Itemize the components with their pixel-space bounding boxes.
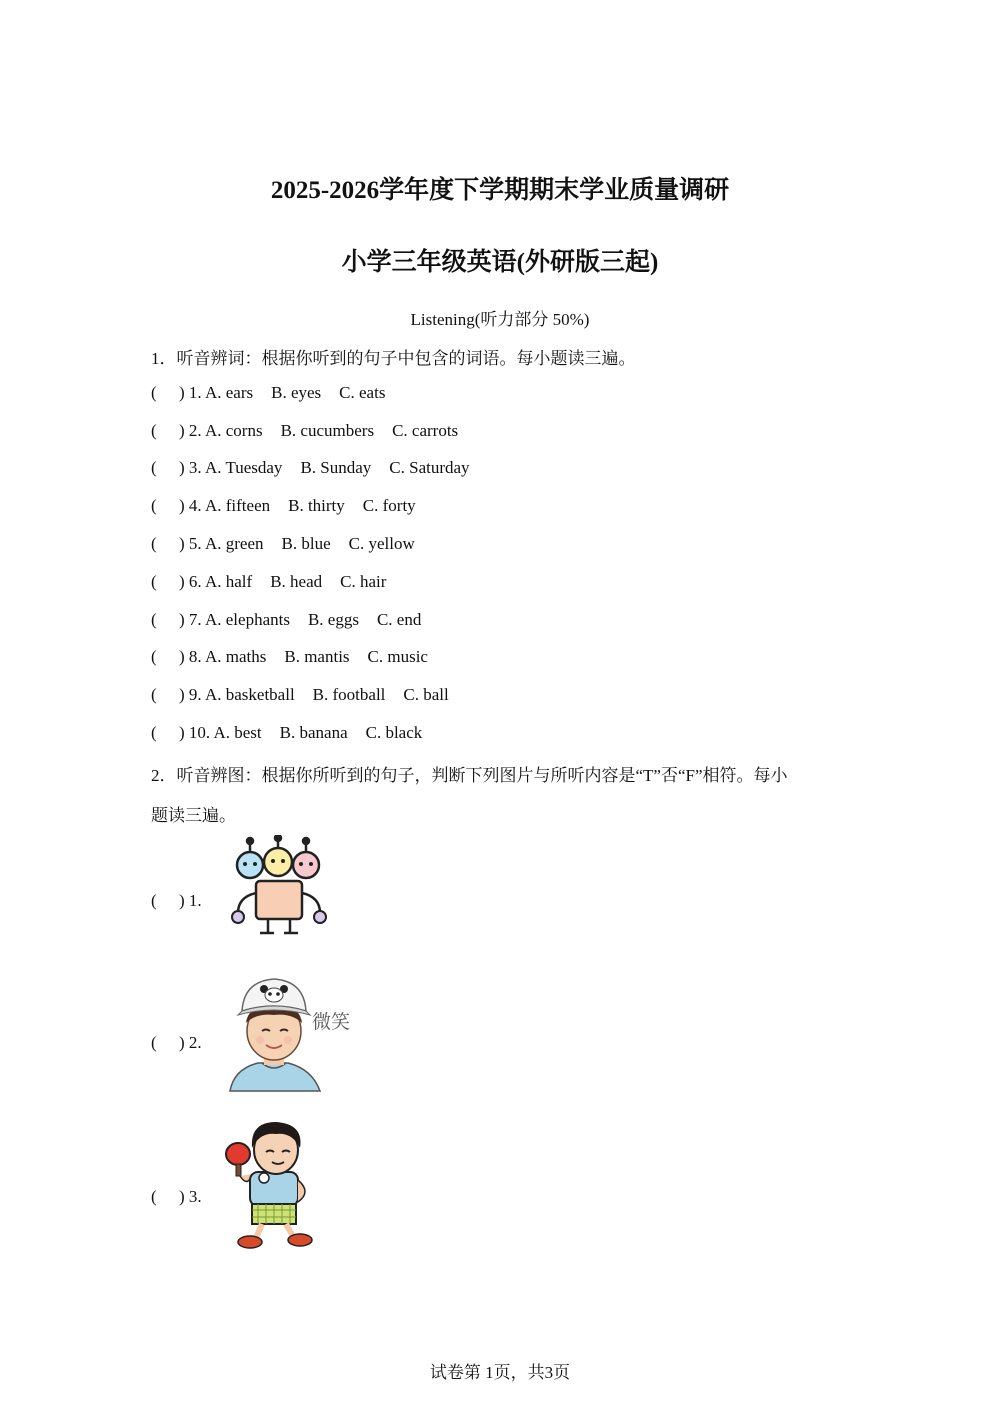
table-tennis-boy-illustration <box>222 1118 322 1250</box>
option-b: B. banana <box>279 723 348 742</box>
option-a: ) 4. A. fifteen <box>179 496 271 515</box>
question-row <box>151 496 416 516</box>
option-a: ) 6. A. half <box>179 572 253 591</box>
option-b: B. eggs <box>307 610 359 629</box>
section-heading: Listening(听力部分 50%) <box>410 310 590 329</box>
option-c: C. ball <box>403 685 449 704</box>
answer-bracket[interactable]: ( <box>151 572 157 591</box>
question-row <box>151 534 415 554</box>
option-a: ) 7. A. elephants <box>179 610 290 629</box>
robot-illustration <box>228 835 332 939</box>
question-row <box>151 685 449 705</box>
option-a: ) 2. A. corns <box>179 421 263 440</box>
question-row <box>151 421 458 441</box>
option-b: B. blue <box>281 534 331 553</box>
part1-instruction: 1．听音辨词：根据你听到的句子中包含的词语。每小题读三遍。 <box>151 349 636 368</box>
option-b: B. football <box>312 685 386 704</box>
answer-bracket[interactable]: ( <box>151 1033 157 1052</box>
option-b: B. head <box>270 572 323 591</box>
answer-bracket[interactable]: ( <box>151 421 157 440</box>
option-a: ) 10. A. best <box>179 723 262 742</box>
part2-instruction-line2: 题读三遍。 <box>151 806 236 825</box>
answer-bracket[interactable]: ( <box>151 1187 157 1206</box>
option-c: C. forty <box>362 496 416 515</box>
option-c: C. Saturday <box>389 458 470 477</box>
answer-bracket[interactable]: ( <box>151 723 157 742</box>
page-subtitle: 小学三年级英语(外研版三起) <box>341 249 659 276</box>
option-c: C. music <box>367 647 428 666</box>
picture-question-1 <box>151 891 202 911</box>
answer-bracket[interactable]: ( <box>151 383 157 402</box>
option-b: B. thirty <box>288 496 345 515</box>
option-c: C. yellow <box>348 534 415 553</box>
answer-bracket[interactable]: ( <box>151 610 157 629</box>
option-b: B. Sunday <box>300 458 372 477</box>
answer-bracket[interactable]: ( <box>151 534 157 553</box>
answer-bracket[interactable]: ( <box>151 647 157 666</box>
answer-bracket[interactable]: ( <box>151 496 157 515</box>
question-number: ) 2. <box>179 1033 202 1052</box>
option-c: C. carrots <box>392 421 459 440</box>
picture-caption: 微笑 <box>312 1011 351 1033</box>
option-b: B. eyes <box>271 383 322 402</box>
option-b: B. cucumbers <box>280 421 375 440</box>
option-c: C. hair <box>340 572 387 591</box>
answer-bracket[interactable]: ( <box>151 458 157 477</box>
option-c: C. black <box>365 723 423 742</box>
question-row <box>151 383 385 403</box>
option-a: ) 3. A. Tuesday <box>179 458 283 477</box>
question-row <box>151 610 421 630</box>
question-number: ) 3. <box>179 1187 202 1206</box>
option-b: B. mantis <box>284 647 350 666</box>
picture-question-3 <box>151 1187 202 1207</box>
option-a: ) 9. A. basketball <box>179 685 295 704</box>
smiling-boy-illustration <box>222 975 326 1093</box>
option-a: ) 5. A. green <box>179 534 264 553</box>
picture-question-2 <box>151 1033 202 1053</box>
option-a: ) 8. A. maths <box>179 647 267 666</box>
question-number: ) 1. <box>179 891 202 910</box>
option-a: ) 1. A. ears <box>179 383 254 402</box>
option-c: C. end <box>376 610 422 629</box>
question-row <box>151 572 386 592</box>
question-row <box>151 647 428 667</box>
option-c: C. eats <box>339 383 386 402</box>
question-row <box>151 458 470 478</box>
page-footer: 试卷第 1页，共3页 <box>429 1363 571 1382</box>
page-title: 2025-2026学年度下学期期末学业质量调研 <box>270 177 730 204</box>
answer-bracket[interactable]: ( <box>151 891 157 910</box>
part2-instruction-line1: 2．听音辨图：根据你所听到的句子，判断下列图片与所听内容是“T”否“F”相符。每小 <box>151 766 788 785</box>
answer-bracket[interactable]: ( <box>151 685 157 704</box>
question-row <box>151 723 422 743</box>
